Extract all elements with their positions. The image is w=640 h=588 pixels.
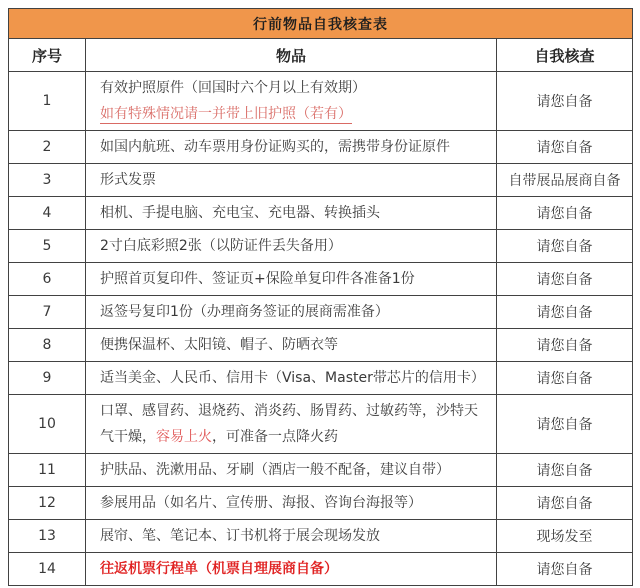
row-number: 1 bbox=[9, 72, 86, 131]
self-check-cell: 请您自备 bbox=[497, 362, 633, 395]
row-number: 7 bbox=[9, 296, 86, 329]
checklist-table bbox=[8, 8, 633, 586]
item-text-segment: 适当美金、人民币、信用卡（Visa、Master带芯片的信用卡） bbox=[100, 370, 485, 386]
item-cell bbox=[86, 329, 497, 362]
item-text-segment: 形式发票 bbox=[100, 172, 156, 188]
row-number: 9 bbox=[9, 362, 86, 395]
item-cell bbox=[86, 72, 497, 131]
item-cell bbox=[86, 296, 497, 329]
self-check-cell: 现场发至 bbox=[497, 520, 633, 553]
item-text-segment: 返签号复印1份（办理商务签证的展商需准备） bbox=[100, 304, 389, 320]
table-title-row bbox=[9, 9, 633, 39]
self-check-cell: 请您自备 bbox=[497, 230, 633, 263]
item-cell bbox=[86, 197, 497, 230]
row-number: 10 bbox=[9, 395, 86, 454]
table-row bbox=[9, 131, 633, 164]
table-title: 行前物品自我核查表 bbox=[9, 9, 633, 39]
item-text-segment: ，可准备一点降火药 bbox=[212, 429, 338, 445]
item-text-segment: 2寸白底彩照2张（以防证件丢失备用） bbox=[100, 238, 342, 254]
table-row bbox=[9, 296, 633, 329]
item-cell bbox=[86, 454, 497, 487]
item-cell bbox=[86, 395, 497, 454]
column-header-check: 自我核查 bbox=[497, 39, 633, 72]
table-row bbox=[9, 263, 633, 296]
row-number: 13 bbox=[9, 520, 86, 553]
self-check-cell: 请您自备 bbox=[497, 329, 633, 362]
self-check-cell: 请您自备 bbox=[497, 131, 633, 164]
table-body bbox=[9, 72, 633, 586]
row-number: 8 bbox=[9, 329, 86, 362]
item-cell bbox=[86, 362, 497, 395]
self-check-cell: 请您自备 bbox=[497, 296, 633, 329]
table-row bbox=[9, 520, 633, 553]
item-cell bbox=[86, 553, 497, 586]
row-number: 3 bbox=[9, 164, 86, 197]
item-cell bbox=[86, 487, 497, 520]
self-check-cell: 请您自备 bbox=[497, 263, 633, 296]
row-number: 2 bbox=[9, 131, 86, 164]
table-row bbox=[9, 395, 633, 454]
self-check-cell: 请您自备 bbox=[497, 395, 633, 454]
column-header-no: 序号 bbox=[9, 39, 86, 72]
column-header-item: 物品 bbox=[86, 39, 497, 72]
item-text-segment: 相机、手提电脑、充电宝、充电器、转换插头 bbox=[100, 205, 380, 221]
self-check-cell: 请您自备 bbox=[497, 487, 633, 520]
table-row bbox=[9, 329, 633, 362]
item-text-segment: 如有特殊情况请一并带上旧护照（若有） bbox=[100, 106, 352, 122]
table-row bbox=[9, 197, 633, 230]
table-row bbox=[9, 454, 633, 487]
item-text-segment: 护肤品、洗漱用品、牙刷（酒店一般不配备，建议自带） bbox=[100, 462, 450, 478]
item-text-segment: 口罩、感冒药、退烧药、消炎药、肠胃药、过敏药等，沙特天气干燥， bbox=[100, 403, 478, 445]
row-number: 5 bbox=[9, 230, 86, 263]
item-text-segment: 护照首页复印件、签证页+保险单复印件各准备1份 bbox=[100, 271, 415, 287]
row-number: 14 bbox=[9, 553, 86, 586]
row-number: 6 bbox=[9, 263, 86, 296]
table-row bbox=[9, 487, 633, 520]
item-cell bbox=[86, 164, 497, 197]
self-check-cell: 自带展品展商自备 bbox=[497, 164, 633, 197]
item-text-segment: 有效护照原件（回国时六个月以上有效期） bbox=[100, 80, 366, 96]
row-number: 11 bbox=[9, 454, 86, 487]
item-cell bbox=[86, 520, 497, 553]
table-row bbox=[9, 553, 633, 586]
item-text-segment: 容易上火 bbox=[156, 429, 212, 445]
table-row bbox=[9, 72, 633, 131]
self-check-cell: 请您自备 bbox=[497, 72, 633, 131]
table-row bbox=[9, 230, 633, 263]
self-check-cell: 请您自备 bbox=[497, 197, 633, 230]
item-cell bbox=[86, 131, 497, 164]
item-text-segment: 往返机票行程单（机票自理展商自备） bbox=[100, 561, 338, 577]
item-cell bbox=[86, 230, 497, 263]
row-number: 4 bbox=[9, 197, 86, 230]
item-text-segment: 展帘、笔、笔记本、订书机将于展会现场发放 bbox=[100, 528, 380, 544]
self-check-cell: 请您自备 bbox=[497, 454, 633, 487]
table-row bbox=[9, 362, 633, 395]
self-check-cell: 请您自备 bbox=[497, 553, 633, 586]
item-text-segment: 如国内航班、动车票用身份证购买的，需携带身份证原件 bbox=[100, 139, 450, 155]
table-row bbox=[9, 164, 633, 197]
item-cell bbox=[86, 263, 497, 296]
table-header-row bbox=[9, 39, 633, 72]
row-number: 12 bbox=[9, 487, 86, 520]
item-text-segment: 参展用品（如名片、宣传册、海报、咨询台海报等） bbox=[100, 495, 422, 511]
item-text-segment: 便携保温杯、太阳镜、帽子、防晒衣等 bbox=[100, 337, 338, 353]
